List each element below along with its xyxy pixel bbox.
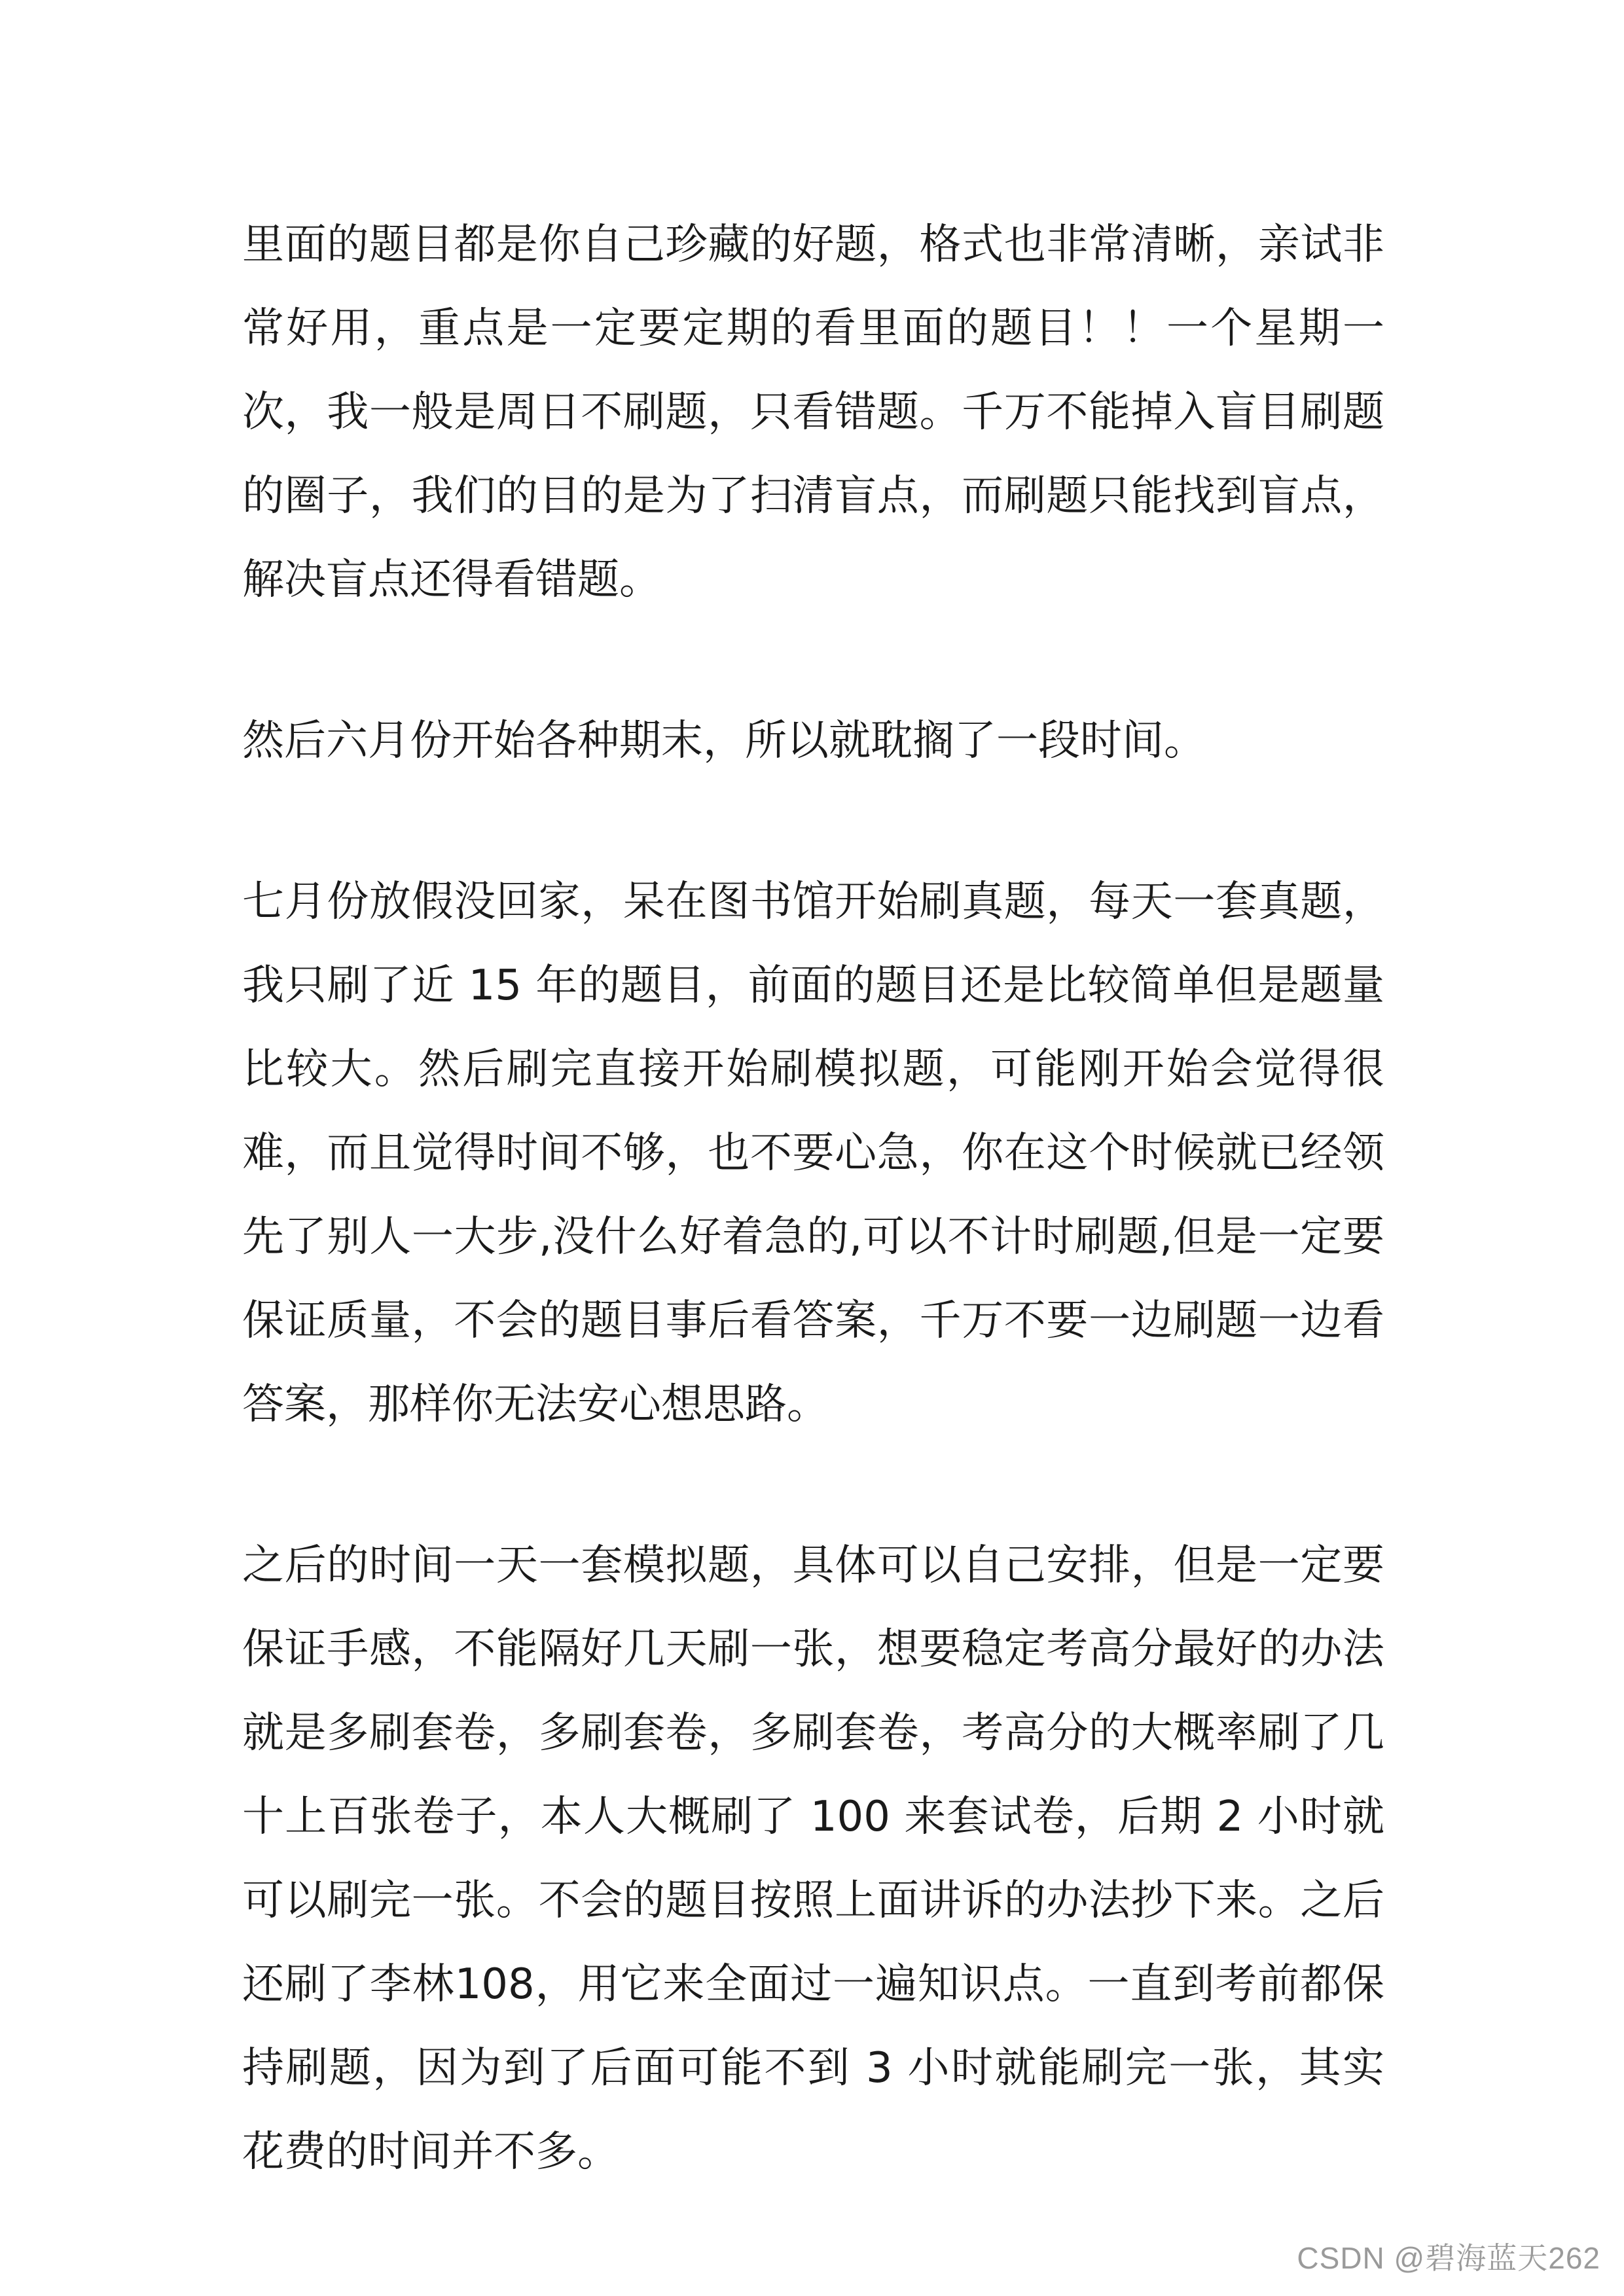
paragraph-2: 然后六月份开始各种期末，所以就耽搁了一段时间。	[242, 717, 1206, 765]
csdn-watermark: CSDN @碧海蓝天262	[1297, 2241, 1600, 2275]
paragraph-4: 之后的时间一天一套模拟题，具体可以自己安排，但是一定要保证手感，不能隔好几天刷一张，想要稳定考高分最好的办法就是多刷套卷，多刷套卷，多刷套卷，考高分的大概率刷了几十上百张卷子，本人大概刷了 100 来套试卷，后期 2 小时就可以刷完一张。不会的题目按照上面讲诉的办法抄下来。之后还刷了李林108，用它来全面过一遍知识点。一直到考前都保持刷题，因为到了后面可能不到 3 小时就能刷完一张，其实花费的时间并不多。	[242, 1541, 1384, 2176]
paragraph-3: 七月份放假没回家，呆在图书馆开始刷真题，每天一套真题，我只刷了近 15 年的题目，前面的题目还是比较简单但是题量比较大。然后刷完直接开始刷模拟题，可能刚开始会觉得很难，而且觉得时间不够，也不要心急，你在这个时候就已经领先了别人一大步,没什么好着急的,可以不计时刷题,但是一定要保证质量，不会的题目事后看答案，千万不要一边刷题一边看答案，那样你无法安心想思路。	[242, 878, 1384, 1429]
paragraph-1: 里面的题目都是你自己珍藏的好题，格式也非常清晰，亲试非常好用，重点是一定要定期的看里面的题目！！一个星期一次，我一般是周日不刷题，只看错题。千万不能掉入盲目刷题的圈子，我们的目的是为了扫清盲点，而刷题只能找到盲点，解决盲点还得看错题。	[242, 221, 1384, 604]
document-body	[242, 203, 1384, 2271]
